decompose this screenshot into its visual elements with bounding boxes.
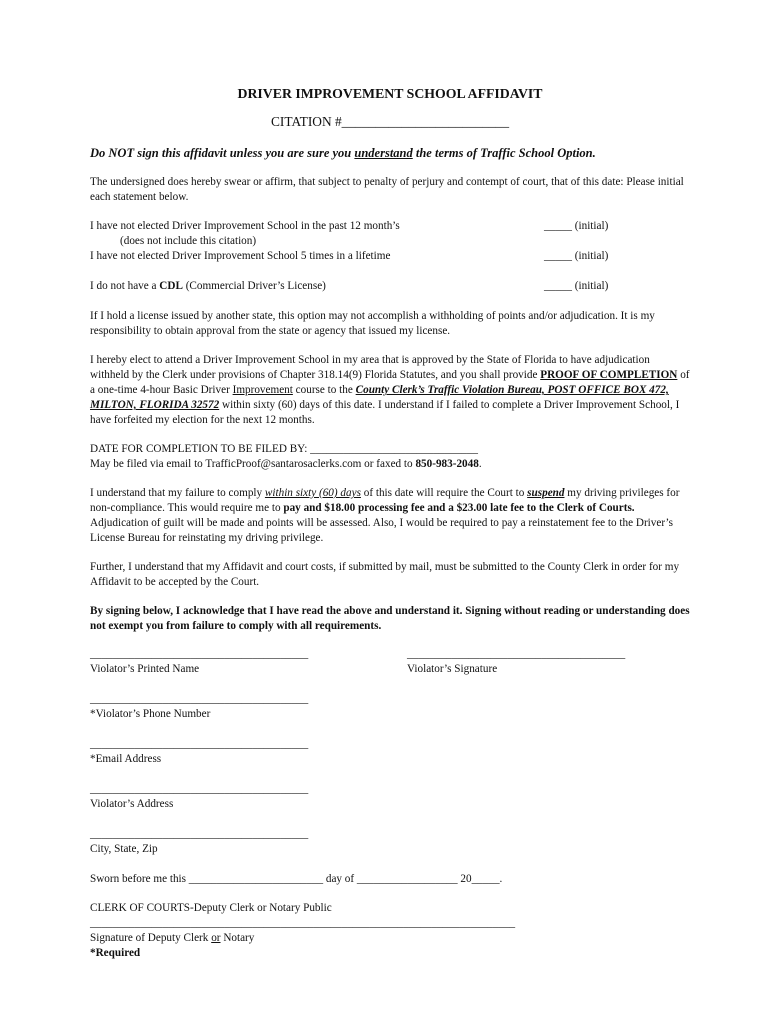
warning-understand: understand — [354, 146, 413, 160]
filing-method — [90, 457, 690, 472]
address-label: Violator’s Address — [90, 798, 174, 810]
bureau-address: County Clerk’s Traffic Violation Bureau, POST OFFICE BOX 472, MILTON, FLORIDA 32572 — [90, 384, 669, 411]
warning-notice — [90, 146, 690, 161]
filing-email-text: May be filed via email to TrafficProof@santarosaclerks.com or faxed to — [90, 458, 416, 470]
election-text-3: course to the — [292, 384, 356, 396]
failure-text-4: Adjudication of guilt will be made and points will be assessed. Also, I would be required to pay a reinstatement fee to the Driver’s License Bureau for reinstating my driving privilege. — [90, 517, 673, 544]
phone-block — [90, 692, 690, 722]
failure-paragraph — [90, 486, 690, 546]
email-block — [90, 737, 690, 767]
further-paragraph: Further, I understand that my Affidavit and court costs, if submitted by mail, must be submitted to the County Clerk in order for my Affidavit to be accepted by the Court. — [90, 561, 680, 588]
statement-row-1 — [90, 219, 690, 234]
statement-row-2 — [90, 249, 690, 264]
initial-field-2[interactable]: _____ (initial) — [544, 250, 609, 262]
initial-field-1[interactable]: _____ (initial) — [544, 220, 609, 232]
completion-date-line: DATE FOR COMPLETION TO BE FILED BY: ______________________________ — [90, 443, 478, 455]
election-paragraph — [90, 353, 690, 428]
signature-label: Violator’s Signature — [407, 663, 498, 675]
required-note: *Required — [90, 947, 141, 959]
filing-end: . — [478, 458, 482, 470]
acknowledgement-paragraph: By signing below, I acknowledge that I have read the above and understand it. Signing without reading or understanding does not exempt you from failure to comply with all requirements. — [90, 605, 690, 632]
city-block — [90, 827, 690, 857]
failure-text-1: I understand that my failure to comply — [90, 487, 265, 499]
initial-field-3[interactable]: _____ (initial) — [544, 280, 609, 292]
fax-number: 850-983-2048 — [415, 458, 479, 470]
statement-2-text: I have not elected Driver Improvement School 5 times in a lifetime — [90, 250, 391, 262]
printed-name-line[interactable]: _______________________________________ — [90, 648, 309, 660]
page-title: DRIVER IMPROVEMENT SCHOOL AFFIDAVIT — [237, 86, 543, 101]
election-text-4: within sixty (60) days of this date. I understand if I failed to complete a Driver Improvement School, I have forfeited my election for the next 12 months. — [90, 399, 680, 426]
clerk-label-pre: Signature of Deputy Clerk — [90, 932, 212, 944]
initial-statements — [90, 219, 690, 294]
cdl-label: CDL — [159, 280, 183, 292]
sworn-line[interactable]: Sworn before me this ________________________ day of __________________ 20_____. — [90, 873, 503, 885]
clerk-signature-line[interactable]: ____________________________________________________________________________ — [90, 917, 516, 929]
failure-text-3: my driving privileges for non-compliance. This would require me to — [90, 487, 680, 514]
election-text-2: of a one-time 4-hour Basic Driver — [90, 369, 690, 396]
suspend-word: suspend — [527, 487, 565, 499]
phone-label: *Violator’s Phone Number — [90, 708, 211, 720]
clerk-title: CLERK OF COURTS-Deputy Clerk or Notary Public — [90, 902, 332, 914]
filing-section — [90, 442, 690, 472]
address-block — [90, 782, 690, 812]
clerk-label-post: Notary — [220, 932, 255, 944]
printed-name-label: Violator’s Printed Name — [90, 663, 200, 675]
failure-text-2: of this date will require the Court to — [360, 487, 528, 499]
statement-1-text: I have not elected Driver Improvement School in the past 12 month’s — [90, 220, 400, 232]
other-state-paragraph: If I hold a license issued by another state, this option may not accomplish a withholding of points and/or adjudication. It is my responsibility to obtain approval from the state or agency that issued my license. — [90, 310, 655, 337]
proof-of-completion: PROOF OF COMPLETION — [540, 369, 678, 381]
statement-row-3 — [90, 279, 690, 294]
clerk-label-or: or — [211, 932, 221, 944]
clerk-signature-label — [90, 931, 690, 946]
email-label: *Email Address — [90, 753, 162, 765]
statement-1-note: (does not include this citation) — [120, 235, 257, 247]
phone-line[interactable]: _______________________________________ — [90, 693, 309, 705]
statement-3-text — [90, 280, 326, 292]
email-line[interactable]: _______________________________________ — [90, 738, 309, 750]
warning-text-1: Do NOT sign this affidavit unless you are sure you — [90, 146, 355, 160]
signature-block — [407, 647, 625, 677]
city-line[interactable]: _______________________________________ — [90, 828, 309, 840]
statement-3-post: (Commercial Driver’s License) — [182, 280, 326, 292]
election-text-1: I hereby elect to attend a Driver Improvement School in my area that is approved by the State of Florida to have adjudication withheld by the Clerk under provisions of Chapter 318.14(9) Florida Statutes, and you shall provide — [90, 354, 650, 381]
improvement-underlined: Improvement — [232, 384, 293, 396]
intro-paragraph: The undersigned does hereby swear or affirm, that subject to penalty of perjury and contempt of court, that of this date: Please initial each statement below. — [90, 176, 684, 203]
printed-name-block — [90, 647, 308, 677]
city-label: City, State, Zip — [90, 843, 158, 855]
signature-line[interactable]: _______________________________________ — [407, 648, 626, 660]
statement-3-pre: I do not have a — [90, 280, 160, 292]
affidavit-page — [90, 86, 690, 961]
citation-number-line: CITATION #_________________________ — [270, 114, 510, 129]
address-line[interactable]: _______________________________________ — [90, 783, 309, 795]
fee-notice: pay and $18.00 processing fee and a $23.00 late fee to the Clerk of Courts. — [283, 502, 635, 514]
clerk-block — [90, 901, 690, 961]
name-signature-row — [90, 647, 690, 677]
within-sixty-days: within sixty (60) days — [264, 487, 361, 499]
warning-text-2: the terms of Traffic School Option. — [412, 146, 596, 160]
